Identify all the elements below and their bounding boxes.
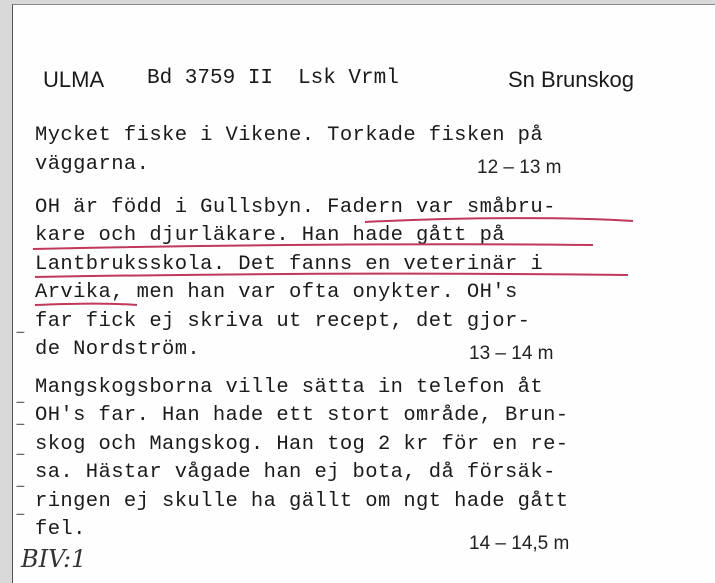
text-line: far fick ej skriva ut recept, det gjor- [35,310,531,333]
margin-dash: – [15,505,26,525]
handwritten-underlines [13,5,715,583]
text-line: OH är född i Gullsbyn. Fadern var småbru- [35,196,556,219]
underline-mark [365,218,633,222]
page-reference: 14 – 14,5 m [469,533,570,554]
record-number: Bd 3759 II [147,67,274,90]
text-line: Mangskogsborna ville sätta in telefon åt [35,376,544,399]
underline-mark [35,274,628,277]
text-line: väggarna. [35,153,150,176]
text-line: fel. [35,518,86,541]
margin-dash: – [15,323,26,343]
text-line: de Nordström. [35,338,201,361]
signature: BIV:1 [21,545,87,573]
margin-dash: – [15,415,26,435]
parish: Sn Brunskog [508,67,634,92]
margin-dash: – [15,477,26,497]
text-line: ringen ej skulle ha gällt om ngt hade gått [35,490,569,513]
page-reference: 13 – 14 m [469,343,554,364]
underline-mark [33,244,593,249]
archive-name: ULMA [43,67,105,92]
text-line: kare och djurläkare. Han hade gått på [35,224,505,247]
margin-dash: – [15,445,26,465]
underline-mark [35,304,137,306]
archive-card [12,4,715,583]
text-line: Lantbruksskola. Det fanns en veterinär i [35,253,544,276]
text-line: sa. Hästar vågade han ej bota, då försäk- [35,461,556,484]
province: Lsk Vrml [298,67,399,90]
margin-dash: – [15,393,26,413]
page-reference: 12 – 13 m [477,157,562,178]
text-line: skog och Mangskog. Han tog 2 kr för en re- [35,433,569,456]
text-line: Arvika, men han var ofta onykter. OH's [35,281,518,304]
text-line: Mycket fiske i Vikene. Torkade fisken på [35,124,544,147]
text-line: OH's far. Han hade ett stort område, Brun- [35,404,569,427]
